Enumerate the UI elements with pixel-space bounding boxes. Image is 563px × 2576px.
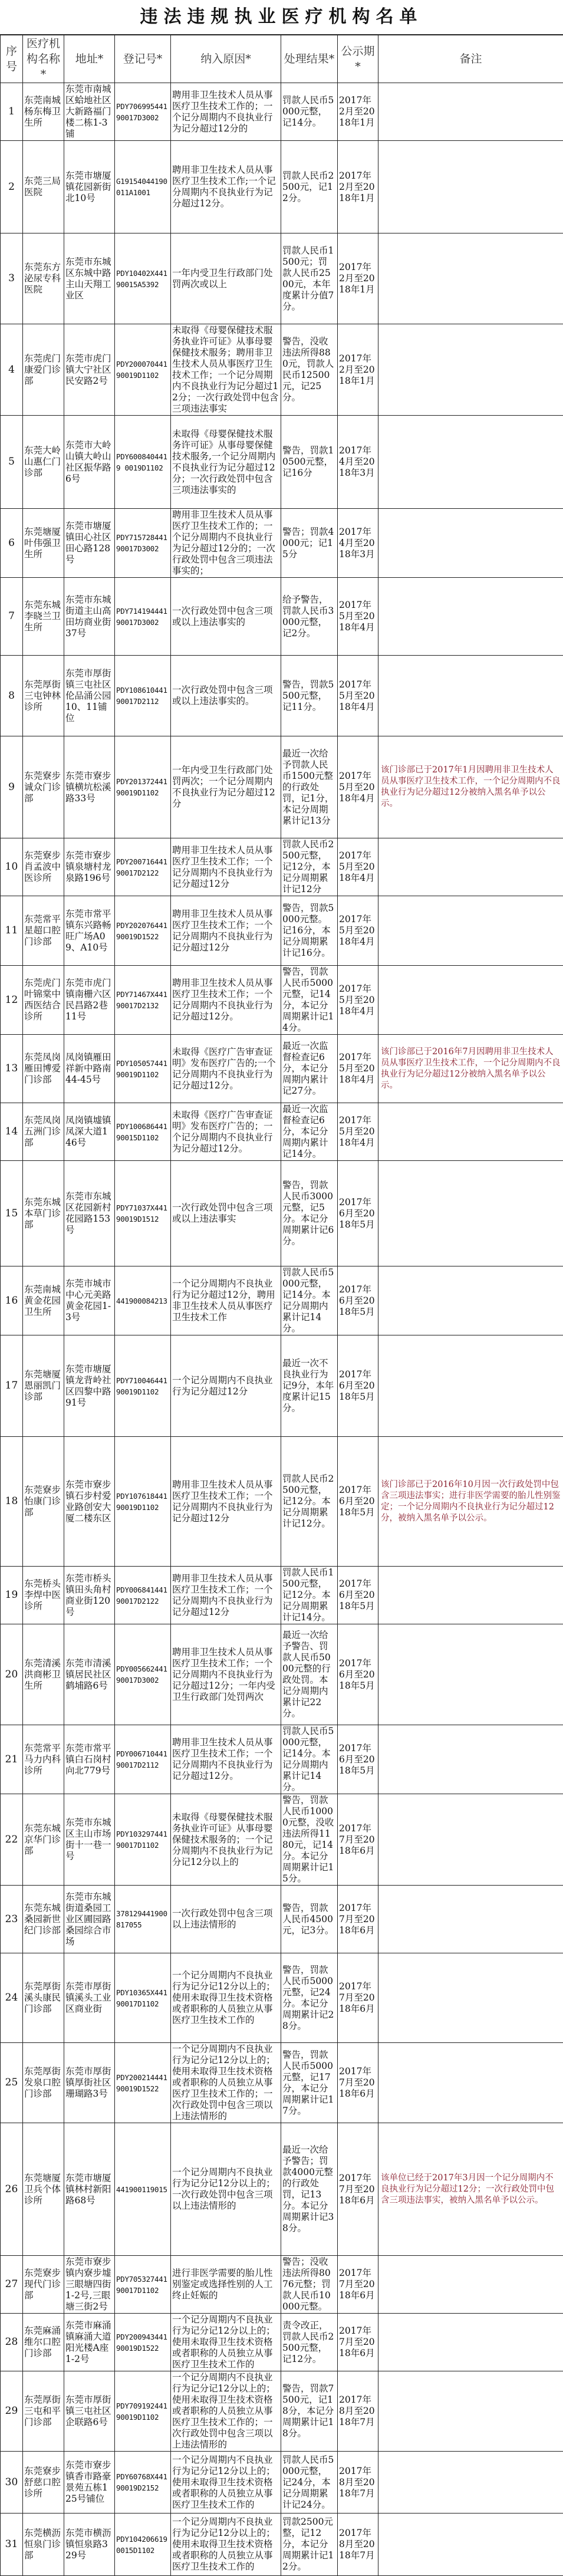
- publicity-period-cell: 2017年8月至2018年7月: [338, 2514, 378, 2576]
- registration-number-cell: 378129441900 817055: [115, 1886, 171, 1953]
- row-number-cell: 10: [1, 838, 23, 896]
- remark-cell: [378, 1953, 563, 2043]
- publicity-period-cell: 2017年8月至2018年7月: [338, 2371, 378, 2452]
- address-cell: 东莞市塘厦镇田心社区田心路128号: [64, 509, 115, 578]
- registration-number-cell: PDY200716441 90017D2122: [115, 838, 171, 896]
- institution-name-cell: 东莞东方泌尿专科医院: [23, 233, 64, 324]
- table-row: [1, 966, 563, 1035]
- row-number-cell: 25: [1, 2043, 23, 2123]
- table-row: [1, 1953, 563, 2043]
- remark-cell: [378, 838, 563, 896]
- table-row: [1, 838, 563, 896]
- institution-name-cell: 东莞厚街三屯和平门诊部: [23, 2371, 64, 2452]
- publicity-period-cell: 2017年7月至2018年6月: [338, 2123, 378, 2256]
- publicity-period-cell: 2017年7月至2018年6月: [338, 1953, 378, 2043]
- publicity-period-cell: 2017年4月至2018年3月: [338, 416, 378, 509]
- address-cell: 东莞市寮步镇石步村爱业路创安大厦二楼东区: [64, 1437, 115, 1567]
- table-row: [1, 509, 563, 578]
- row-number-cell: 14: [1, 1103, 23, 1161]
- publicity-period-cell: 2017年2月至2018年1月: [338, 83, 378, 141]
- inclusion-reason-cell: 一个记分周期内不良执业行为记分记12分以上的；使用未取得卫生技术资格或者职称的人员独立从事医疗卫生技术工作的: [171, 2514, 281, 2576]
- institution-name-cell: 东莞虎门叶锦棠中西医结合诊所: [23, 966, 64, 1035]
- remark-cell: [378, 324, 563, 416]
- table-row: [1, 324, 563, 416]
- remark-cell: [378, 1794, 563, 1886]
- inclusion-reason-cell: 一个记分周期内不良执业行为记分记12分以上的；使用未取得卫生技术资格或者职称的人员独立从事医疗卫生技术工作的；一次行政处罚中包含三项以上违法情形的: [171, 2043, 281, 2123]
- registration-number-cell: PDY202076441 90019D1522: [115, 896, 171, 966]
- header-no: 序号: [1, 35, 23, 83]
- row-number-cell: 8: [1, 656, 23, 736]
- registration-number-cell: PDY107618441 90019D1102: [115, 1437, 171, 1567]
- row-number-cell: 21: [1, 1725, 23, 1794]
- penalty-result-cell: 给予警告，罚款人民币3000元整，记2分。: [281, 578, 338, 656]
- address-cell: 东莞市塘厦镇林村新阳路68号: [64, 2123, 115, 2256]
- penalty-result-cell: 最近一次给予罚款人民币1500元整的行政处罚，记1分，本记分周期累计记13分: [281, 736, 338, 838]
- registration-number-cell: PDY714194441 90017D3002: [115, 578, 171, 656]
- header-name: 医疗机构名称*: [23, 35, 64, 83]
- page-title: 违法违规执业医疗机构名单: [0, 0, 563, 35]
- publicity-period-cell: 2017年2月至2018年1月: [338, 324, 378, 416]
- row-number-cell: 3: [1, 233, 23, 324]
- address-cell: 东莞市东城街道桑园工业区圃园路桑园综合市场: [64, 1886, 115, 1953]
- row-number-cell: 19: [1, 1567, 23, 1624]
- penalty-result-cell: 最近一次监督检查记6分，本记分周期内累计记14分。: [281, 1103, 338, 1161]
- row-number-cell: 4: [1, 324, 23, 416]
- registration-number-cell: PDY715728441 90017D3002: [115, 509, 171, 578]
- institution-name-cell: 东莞凤岗雁田博爱门诊部: [23, 1035, 64, 1103]
- remark-cell: [378, 1725, 563, 1794]
- registration-number-cell: PDY6008404419 0019D1102: [115, 416, 171, 509]
- penalty-result-cell: 警告，罚款人民币3000元整，记5分。本记分周期累计记6分。: [281, 1161, 338, 1266]
- table-row: [1, 2514, 563, 2576]
- table-row: [1, 1794, 563, 1886]
- institution-table: [0, 35, 563, 2576]
- table-row: [1, 1161, 563, 1266]
- publicity-period-cell: 2017年5月至2018年4月: [338, 656, 378, 736]
- row-number-cell: 24: [1, 1953, 23, 2043]
- inclusion-reason-cell: 一年内受卫生行政部门处罚两次或以上: [171, 233, 281, 324]
- table-header-row: [1, 35, 563, 83]
- publicity-period-cell: 2017年8月至2018年7月: [338, 2452, 378, 2514]
- inclusion-reason-cell: 聘用非卫生技术人员从事医疗卫生技术工作；一个记分周期内不良执业行为记分超过12分: [171, 838, 281, 896]
- institution-name-cell: 东莞东城李晓兰卫生所: [23, 578, 64, 656]
- penalty-result-cell: 警告，罚款5000元整。记16分，本记分周期累计记16分。: [281, 896, 338, 966]
- institution-name-cell: 东莞桥头李焊中医诊所: [23, 1567, 64, 1624]
- remark-cell: [378, 2514, 563, 2576]
- inclusion-reason-cell: 一次行政处罚中包含三项或以上违法事实的。: [171, 656, 281, 736]
- inclusion-reason-cell: 聘用非卫生技术人员从事医疗卫生技术工作的；一个记分周期内不良执业行为记分超过12分的: [171, 83, 281, 141]
- registration-number-cell: PDY200943441 90019D1522: [115, 2314, 171, 2371]
- table-row: [1, 1335, 563, 1437]
- address-cell: 东莞市寮步镇香市路豪景苑五栋125号铺位: [64, 2452, 115, 2514]
- institution-name-cell: 东莞三局医院: [23, 141, 64, 233]
- remark-cell: [378, 2371, 563, 2452]
- address-cell: 东莞市大岭山镇大岭山社区振华路6号: [64, 416, 115, 509]
- institution-name-cell: 东莞清溪洪商彬卫生所: [23, 1624, 64, 1725]
- inclusion-reason-cell: 未取得《母婴保健技术服务执业许可证》从事母婴保健技术服务；聘用非卫生技术人员从事医疗卫生技术工作；一个记分周期内不良执业行为记分超过12分；一次行政处罚中包含三项违法事实: [171, 324, 281, 416]
- penalty-result-cell: 警告，没收违法所得880元，罚款人民币12500元，记25分。: [281, 324, 338, 416]
- institution-name-cell: 东莞南城杨东梅卫生所: [23, 83, 64, 141]
- penalty-result-cell: 最近一次给予警告、罚款人民币5000元整的行政处罚。本记分周期内累计记22分。: [281, 1624, 338, 1725]
- penalty-result-cell: 罚款人民币1500元整，记12分。本记分周期累计记14分。: [281, 1567, 338, 1624]
- publicity-period-cell: 2017年6月至2018年5月: [338, 1437, 378, 1567]
- institution-name-cell: 东莞厚街溪头康民门诊部: [23, 1953, 64, 2043]
- table-row: [1, 1567, 563, 1624]
- address-cell: 东莞市厚街镇厚街社区珊瑚路3号: [64, 2043, 115, 2123]
- penalty-result-cell: 警告，罚款人民币5000元整，记17分，本记分周期累计记17分。: [281, 2043, 338, 2123]
- remark-cell: [378, 509, 563, 578]
- table-row: [1, 2043, 563, 2123]
- inclusion-reason-cell: 一个记分周期内不良执业行为记分记12分以上的；使用未取得卫生技术资格或者职称的人员独立从事医疗卫生技术工作的；一次行政处罚中包含三项以上违法情形的: [171, 2371, 281, 2452]
- row-number-cell: 1: [1, 83, 23, 141]
- publicity-period-cell: 2017年5月至2018年4月: [338, 838, 378, 896]
- publicity-period-cell: 2017年7月至2018年6月: [338, 2043, 378, 2123]
- publicity-period-cell: 2017年2月至2018年1月: [338, 141, 378, 233]
- address-cell: 凤岗镇墟镇凤深大道146号: [64, 1103, 115, 1161]
- penalty-result-cell: 罚款人民币5000元整，记24分，本记分周期累计记24分。: [281, 2452, 338, 2514]
- inclusion-reason-cell: 一个记分周期内不良执业行为记分超过12分，聘用非卫生技术人员从事医疗卫生技术工作: [171, 1266, 281, 1335]
- address-cell: 东莞市寮步镇内寮步墟三眼塘四街1-2号,三眼塘三街2号: [64, 2256, 115, 2314]
- inclusion-reason-cell: 一个记分周期内不良执业行为记分记12分以上的；使用未取得卫生技术资格或者职称的人员独立从事医疗卫生技术工作的: [171, 2452, 281, 2514]
- remark-cell: [378, 578, 563, 656]
- inclusion-reason-cell: 一次行政处罚中包含三项或以上违法事实的: [171, 578, 281, 656]
- remark-cell: [378, 233, 563, 324]
- row-number-cell: 27: [1, 2256, 23, 2314]
- registration-number-cell: PDY201372441 90019D1102: [115, 736, 171, 838]
- penalty-result-cell: 罚款人民币5000元整，记14分。本记分周期内累计记14分。: [281, 1725, 338, 1794]
- row-number-cell: 15: [1, 1161, 23, 1266]
- publicity-period-cell: 2017年6月至2018年5月: [338, 1161, 378, 1266]
- inclusion-reason-cell: 聘用非卫生技术人员从事医疗卫生技术工作；一个记分周期内不良执业行为记分超过12分；一年内受卫生行政部门处罚两次: [171, 1624, 281, 1725]
- table-row: [1, 2314, 563, 2371]
- institution-name-cell: 东莞常平星超口腔门诊部: [23, 896, 64, 966]
- address-cell: 东莞市东城区花园新村花园路153号: [64, 1161, 115, 1266]
- penalty-result-cell: 罚款人民币2500元，记12分。: [281, 141, 338, 233]
- publicity-period-cell: 2017年7月至2018年6月: [338, 2314, 378, 2371]
- institution-name-cell: 东莞寮步怡康门诊部: [23, 1437, 64, 1567]
- address-cell: 东莞市寮步镇泉塘村龙泉路196号: [64, 838, 115, 896]
- penalty-result-cell: 警告，罚款10500元整，记16分: [281, 416, 338, 509]
- remark-cell: [378, 2452, 563, 2514]
- registration-number-cell: PDY103297441 90017D1102: [115, 1794, 171, 1886]
- row-number-cell: 17: [1, 1335, 23, 1437]
- registration-number-cell: PDY710046441 90019D1102: [115, 1335, 171, 1437]
- table-row: [1, 1103, 563, 1161]
- row-number-cell: 30: [1, 2452, 23, 2514]
- penalty-result-cell: 最近一次给予警告；罚款4000元整的行政处罚，记13分。本记分周期累计记38分。: [281, 2123, 338, 2256]
- registration-number-cell: PDY005662441 90017D3002: [115, 1624, 171, 1725]
- row-number-cell: 2: [1, 141, 23, 233]
- table-row: [1, 2452, 563, 2514]
- header-period: 公示期*: [338, 35, 378, 83]
- registration-number-cell: PDY105057441 90019D1102: [115, 1035, 171, 1103]
- header-reg: 登记号*: [115, 35, 171, 83]
- remark-cell: [378, 1161, 563, 1266]
- row-number-cell: 26: [1, 2123, 23, 2256]
- inclusion-reason-cell: 一次行政处罚中包含三项以上违法情形的: [171, 1886, 281, 1953]
- address-cell: 凤岗镇雁田祥新中路南44-45号: [64, 1035, 115, 1103]
- address-cell: 东莞市厚街镇三屯社区伦品涌公园10、11铺位: [64, 656, 115, 736]
- registration-number-cell: PDY108610441 90017D2112: [115, 656, 171, 736]
- remark-cell: [378, 966, 563, 1035]
- address-cell: 东莞市常平镇白石岗村向北779号: [64, 1725, 115, 1794]
- publicity-period-cell: 2017年6月至2018年5月: [338, 1266, 378, 1335]
- table-row: [1, 2123, 563, 2256]
- header-reason: 纳入原因*: [171, 35, 281, 83]
- registration-number-cell: PDY705327441 90017D1102: [115, 2256, 171, 2314]
- address-cell: 东莞市塘厦镇龙背岭社区四黎中路91号: [64, 1335, 115, 1437]
- row-number-cell: 13: [1, 1035, 23, 1103]
- publicity-period-cell: 2017年5月至2018年4月: [338, 966, 378, 1035]
- remark-cell: [378, 896, 563, 966]
- inclusion-reason-cell: 一个记分周期内不良执业行为记分记12分以上的；使用未取得卫生技术资格或者职称的人员独立从事医疗卫生技术工作的: [171, 1953, 281, 2043]
- institution-name-cell: 东莞南城黄金花园卫生所: [23, 1266, 64, 1335]
- address-cell: 东莞市常平镇东兴路畅旺广场A09、A10号: [64, 896, 115, 966]
- remark-cell: 该门诊部已于2016年7月因聘用非卫生技术人员从事医疗卫生技术工作，一个记分周期内不良执业行为记分超过12分被纳入黑名单予以公示。: [378, 1035, 563, 1103]
- registration-number-cell: PDY10365X441 90017D1102: [115, 1953, 171, 2043]
- address-cell: 东莞市东城区东城中路主山天翔工业区: [64, 233, 115, 324]
- institution-name-cell: 东莞塘厦叶伟强卫生所: [23, 509, 64, 578]
- address-cell: 东莞市桥头镇田头角村商业街120号: [64, 1567, 115, 1624]
- penalty-result-cell: 罚款人民币1500元；罚款人民币2500元，本年度累计分值7分。: [281, 233, 338, 324]
- publicity-period-cell: 2017年7月至2018年6月: [338, 2256, 378, 2314]
- address-cell: 东莞市厚街镇三屯社区企联路6号: [64, 2371, 115, 2452]
- institution-name-cell: 东莞虎门康爱门诊部: [23, 324, 64, 416]
- row-number-cell: 9: [1, 736, 23, 838]
- penalty-result-cell: 罚款人民币5000元整，记14分。: [281, 83, 338, 141]
- table-row: [1, 1886, 563, 1953]
- institution-name-cell: 东莞横沥恒泉门诊部: [23, 2514, 64, 2576]
- address-cell: 东莞市清溪镇居民社区鹤埔路6号: [64, 1624, 115, 1725]
- header-result: 处理结果*: [281, 35, 338, 83]
- publicity-period-cell: 2017年5月至2018年4月: [338, 578, 378, 656]
- inclusion-reason-cell: 聘用非卫生技术人员从事医疗卫生技术工作；一个记分周期内不良执业行为记分超过12分: [171, 1437, 281, 1567]
- registration-number-cell: PDY709192441 90019D1102: [115, 2371, 171, 2452]
- address-cell: 东莞市塘厦镇花园新街北10号: [64, 141, 115, 233]
- address-cell: 东莞市城市中心元美路黄金花园1-3号: [64, 1266, 115, 1335]
- institution-name-cell: 东莞大岭山惠仁门诊部: [23, 416, 64, 509]
- row-number-cell: 16: [1, 1266, 23, 1335]
- table-row: [1, 83, 563, 141]
- publicity-period-cell: 2017年6月至2018年5月: [338, 1624, 378, 1725]
- table-row: [1, 1266, 563, 1335]
- row-number-cell: 12: [1, 966, 23, 1035]
- row-number-cell: 11: [1, 896, 23, 966]
- penalty-result-cell: 警告；罚款4000元；记15分: [281, 509, 338, 578]
- remark-cell: [378, 1266, 563, 1335]
- publicity-period-cell: 2017年4月至2018年3月: [338, 509, 378, 578]
- institution-name-cell: 东莞塘厦卫兵个体诊所: [23, 2123, 64, 2256]
- penalty-result-cell: 警告，罚款人民币10000元整，没收违法所得1180元，记14分。本记分周期累计记15分。: [281, 1794, 338, 1886]
- publicity-period-cell: 2017年5月至2018年4月: [338, 896, 378, 966]
- institution-name-cell: 东莞寮步舒慈口腔诊所: [23, 2452, 64, 2514]
- address-cell: 东莞市虎门镇大宁社区民安路2号: [64, 324, 115, 416]
- remark-cell: [378, 141, 563, 233]
- penalty-result-cell: 责令改正，罚款人民币2500元整，记12分。: [281, 2314, 338, 2371]
- table-row: [1, 656, 563, 736]
- remark-cell: [378, 1886, 563, 1953]
- address-cell: 东莞市厚街镇溪头工业区商业街: [64, 1953, 115, 2043]
- address-cell: 东莞市寮步镇横坑松溪路33号: [64, 736, 115, 838]
- publicity-period-cell: 2017年5月至2018年4月: [338, 1103, 378, 1161]
- row-number-cell: 23: [1, 1886, 23, 1953]
- table-row: [1, 1035, 563, 1103]
- header-address: 地址*: [64, 35, 115, 83]
- address-cell: 东莞市虎门镇南栅六区民昌路2巷11号: [64, 966, 115, 1035]
- remark-cell: 该门诊部已于2017年1月因聘用非卫生技术人员从事医疗卫生技术工作，一个记分周期内不良执业行为记分超过12分被纳入黑名单予以公示。: [378, 736, 563, 838]
- address-cell: 东莞市横沥镇恒泉路329号: [64, 2514, 115, 2576]
- penalty-result-cell: 罚款人民币2500元整，记12分。本记分周期累计记12分。: [281, 1437, 338, 1567]
- remark-cell: [378, 83, 563, 141]
- penalty-result-cell: 警告，罚款人民币5000元整，记24分。本记分周期累计记28分。: [281, 1953, 338, 2043]
- inclusion-reason-cell: 进行非医学需要的胎儿性别鉴定或选择性别的人工终止妊娠的: [171, 2256, 281, 2314]
- remark-cell: [378, 2256, 563, 2314]
- inclusion-reason-cell: 聘用非卫生技术人员从事医疗卫生技术工作；一个记分周期内不良执业行为记分超过12分。: [171, 966, 281, 1035]
- inclusion-reason-cell: 聘用非卫生技术人员从事医疗卫生技术工作；一个记分周期内不良执业行为记分超过12分。: [171, 1725, 281, 1794]
- institution-name-cell: 东莞麻涌维尔口腔门诊部: [23, 2314, 64, 2371]
- inclusion-reason-cell: 一个记分周期内不良执业行为记分记12分以上的；使用未取得卫生技术资格或者职称的人员独立从事医疗卫生技术工作的: [171, 2314, 281, 2371]
- remark-cell: 该单位已经于2017年3月因一个记分周期内不良执业行为记分超过12分；一次行政处罚中包含三项违法事实，被纳入黑名单予以公示。: [378, 2123, 563, 2256]
- remark-cell: [378, 2043, 563, 2123]
- registration-number-cell: PDY71467X441 90017D2132: [115, 966, 171, 1035]
- registration-number-cell: PDY104206619 0015D1102: [115, 2514, 171, 2576]
- institution-name-cell: 东莞东城本草门诊部: [23, 1161, 64, 1266]
- table-row: [1, 2371, 563, 2452]
- remark-cell: [378, 1624, 563, 1725]
- institution-name-cell: 东莞东城桑园新世纪门诊部: [23, 1886, 64, 1953]
- inclusion-reason-cell: 未取得《医疗广告审查证明》发布医疗广告的；一个记分周期内不良执业行为记分超过12分。: [171, 1103, 281, 1161]
- remark-cell: [378, 2314, 563, 2371]
- penalty-result-cell: 最近一次不良执业行为记9分，本年度累计记15分。: [281, 1335, 338, 1437]
- publicity-period-cell: 2017年7月至2018年6月: [338, 1886, 378, 1953]
- table-row: [1, 416, 563, 509]
- remark-cell: [378, 656, 563, 736]
- inclusion-reason-cell: 一个记分周期内不良执业行为记分超过12分: [171, 1335, 281, 1437]
- remark-cell: [378, 1103, 563, 1161]
- institution-name-cell: 东莞厚街三屯钟林诊所: [23, 656, 64, 736]
- row-number-cell: 7: [1, 578, 23, 656]
- row-number-cell: 22: [1, 1794, 23, 1886]
- registration-number-cell: 441900084213: [115, 1266, 171, 1335]
- institution-name-cell: 东莞寮步肖孟波中医诊所: [23, 838, 64, 896]
- address-cell: 东莞市南城区蛤地社区大新路福门楼二栋1-3铺: [64, 83, 115, 141]
- inclusion-reason-cell: 聘用非卫生技术人员从事医疗卫生技术工作的；一个记分周期内不良执业行为记分超过12分的；一次行政处罚中包含三项违法事实的；: [171, 509, 281, 578]
- inclusion-reason-cell: 一个记分周期内不良执业行为记分记12分以上的；一次行政处罚中包含三项以上违法情形的: [171, 2123, 281, 2256]
- row-number-cell: 6: [1, 509, 23, 578]
- table-row: [1, 1624, 563, 1725]
- address-cell: 东莞市麻涌镇麻涌大道阳光楼A座1-2号: [64, 2314, 115, 2371]
- institution-name-cell: 东莞寮步现代门诊部: [23, 2256, 64, 2314]
- penalty-result-cell: 警告，罚款5500元整，记11分。: [281, 656, 338, 736]
- publicity-period-cell: 2017年5月至2018年4月: [338, 736, 378, 838]
- table-row: [1, 141, 563, 233]
- inclusion-reason-cell: 未取得《母婴保健技术服务许可证》从事母婴保健技术服务,一个记分周期内不良执业行为记分超过12分；一次行政处罚中包含三项违法事实的: [171, 416, 281, 509]
- table-row: [1, 1437, 563, 1567]
- institution-name-cell: 东莞东城京华门诊部: [23, 1794, 64, 1886]
- penalty-result-cell: 警告，罚款人民币5000元整，记14分，本记分周期累计记14分。: [281, 966, 338, 1035]
- publicity-period-cell: 2017年6月至2018年5月: [338, 1335, 378, 1437]
- publicity-period-cell: 2017年7月至2018年6月: [338, 1794, 378, 1886]
- registration-number-cell: PDY71037X441 90019D1512: [115, 1161, 171, 1266]
- institution-name-cell: 东莞常平马力内科诊所: [23, 1725, 64, 1794]
- remark-cell: 该门诊部已于2016年10月因一次行政处罚中包含三项违法事实；进行非医学需要的胎儿性别鉴定；一个记分周期内不良执业行为记分超过12分，被纳入黑名单予以公示。: [378, 1437, 563, 1567]
- table-row: [1, 2256, 563, 2314]
- institution-name-cell: 东莞凤岗五洲门诊部: [23, 1103, 64, 1161]
- penalty-result-cell: 警告，罚款7500元，记18分，本记分周期累计记18分。: [281, 2371, 338, 2452]
- table-row: [1, 578, 563, 656]
- inclusion-reason-cell: 未取得《母婴保健技术服务执业许可证》从事母婴保健技术服务的；一个记分周期内不良执业行为记分记12分以上的: [171, 1794, 281, 1886]
- row-number-cell: 18: [1, 1437, 23, 1567]
- registration-number-cell: G19154044190 011A1001: [115, 141, 171, 233]
- registration-number-cell: PDY006841441 90017D2122: [115, 1567, 171, 1624]
- publicity-period-cell: 2017年6月至2018年5月: [338, 1567, 378, 1624]
- penalty-result-cell: 警告；没收违法所得8076元整；罚款人民币10000元整。: [281, 2256, 338, 2314]
- publicity-period-cell: 2017年2月至2018年1月: [338, 233, 378, 324]
- remark-cell: [378, 416, 563, 509]
- penalty-result-cell: 警告，罚款人民币4500元，记3分。: [281, 1886, 338, 1953]
- registration-number-cell: PDY10402X441 90015A5392: [115, 233, 171, 324]
- row-number-cell: 20: [1, 1624, 23, 1725]
- publicity-period-cell: 2017年5月至2018年4月: [338, 1035, 378, 1103]
- penalty-result-cell: 最近一次监督检查记6分，本记分周期内累计记27分。: [281, 1035, 338, 1103]
- inclusion-reason-cell: 未取得《医疗广告审查证明》发布医疗广告的;一个记分周期内不良执业行为记分超过12分。: [171, 1035, 281, 1103]
- registration-number-cell: PDY200214441 90019D1522: [115, 2043, 171, 2123]
- penalty-result-cell: 罚款人民币5000元整，记14分。本记分周期内累计记14分。: [281, 1266, 338, 1335]
- header-note: 备注: [378, 35, 563, 83]
- inclusion-reason-cell: 聘用非卫生技术人员从事医疗卫生技术工作;一个记分周期内不良执业行为记分超过12分。: [171, 141, 281, 233]
- table-row: [1, 233, 563, 324]
- registration-number-cell: 441900119015: [115, 2123, 171, 2256]
- table-row: [1, 896, 563, 966]
- registration-number-cell: PDY006710441 90017D2112: [115, 1725, 171, 1794]
- institution-name-cell: 东莞塘厦恩丽凯门诊部: [23, 1335, 64, 1437]
- registration-number-cell: PDY60768X441 90019D2152: [115, 2452, 171, 2514]
- inclusion-reason-cell: 一次行政处罚中包含三项或以上违法事实: [171, 1161, 281, 1266]
- remark-cell: [378, 1335, 563, 1437]
- registration-number-cell: PDY706995441 90017D3002: [115, 83, 171, 141]
- table-row: [1, 1725, 563, 1794]
- registration-number-cell: PDY200070441 90019D1102: [115, 324, 171, 416]
- institution-name-cell: 东莞厚街发泉口腔门诊部: [23, 2043, 64, 2123]
- penalty-result-cell: 罚款2500元整，记12分，本记分周期累计记12分。: [281, 2514, 338, 2576]
- remark-cell: [378, 1567, 563, 1624]
- row-number-cell: 5: [1, 416, 23, 509]
- institution-name-cell: 东莞寮步诚众门诊部: [23, 736, 64, 838]
- address-cell: 东莞市东城街道主山高田坊商业街37号: [64, 578, 115, 656]
- row-number-cell: 29: [1, 2371, 23, 2452]
- registration-number-cell: PDY100686441 90015D1102: [115, 1103, 171, 1161]
- publicity-period-cell: 2017年6月至2018年5月: [338, 1725, 378, 1794]
- inclusion-reason-cell: 一年内受卫生行政部门处罚两次；一个记分周期内不良执业行为记分超过12分: [171, 736, 281, 838]
- address-cell: 东莞市东城区主山市场街十一巷一号: [64, 1794, 115, 1886]
- row-number-cell: 28: [1, 2314, 23, 2371]
- inclusion-reason-cell: 聘用非卫生技术人员从事医疗卫生技术工作；一个记分周期内不良执业行为记分超过12分: [171, 1567, 281, 1624]
- inclusion-reason-cell: 聘用非卫生技术人员从事医疗卫生技术工作；一个记分周期内不良执业行为记分超过12分: [171, 896, 281, 966]
- table-row: [1, 736, 563, 838]
- row-number-cell: 31: [1, 2514, 23, 2576]
- penalty-result-cell: 罚款人民币2500元整，记12分，本记分周期累计记12分: [281, 838, 338, 896]
